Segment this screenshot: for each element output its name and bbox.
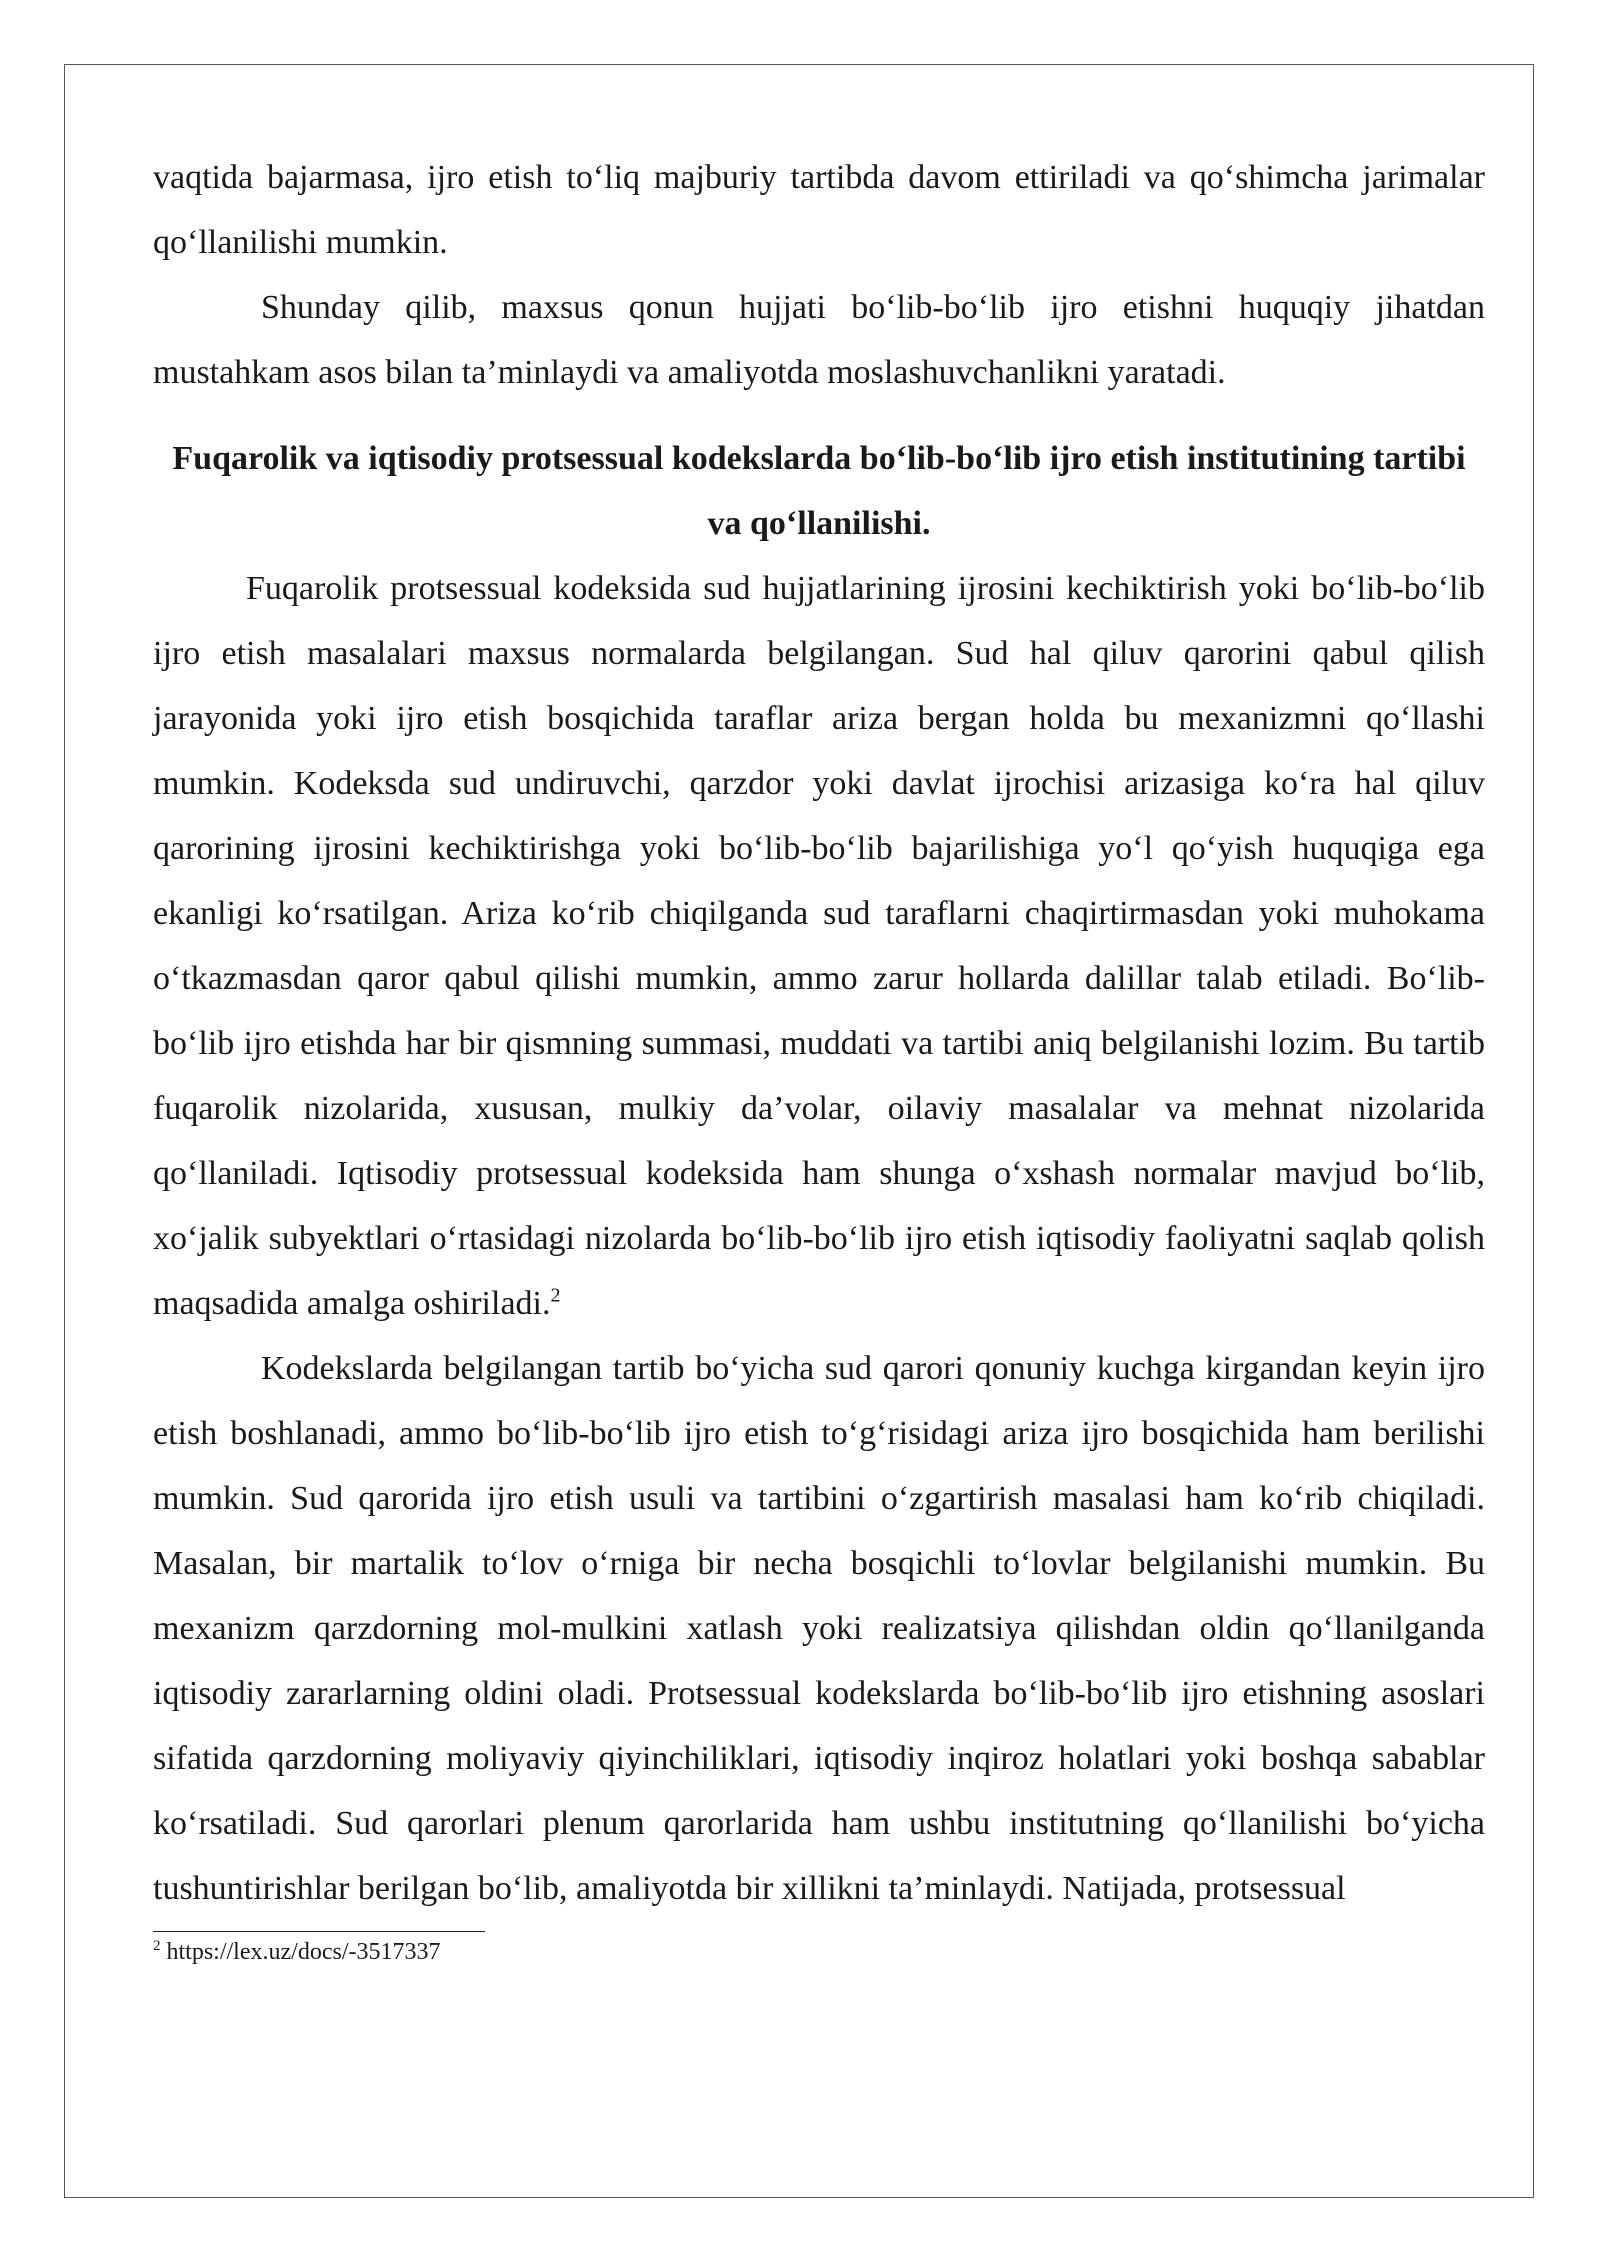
- paragraph-civil-procedure: [153, 556, 1485, 1336]
- paragraph-continuation: vaqtida bajarmasa, ijro etish to‘liq majburiy tartibda davom ettiriladi va qo‘shimcha jarimalar qo‘llanilishi mumkin.: [153, 159, 1485, 261]
- section-heading: Fuqarolik va iqtisodiy protsessual kodekslarda bo‘lib-bo‘lib ijro etish institutining tartibi va qo‘llanilishi.: [172, 440, 1466, 542]
- footnote-reference[interactable]: 2: [550, 1284, 561, 1307]
- footnote: [153, 1936, 1485, 1968]
- footnote-separator: [153, 1931, 485, 1932]
- paragraph-conclusion: Shunday qilib, maxsus qonun hujjati bo‘lib-bo‘lib ijro etishni huquqiy jihatdan mustahkam asos bilan ta’minlaydi va amaliyotda moslashuvchanlikni yaratadi.: [153, 289, 1485, 391]
- paragraph-codes-procedure: Kodekslarda belgilangan tartib bo‘yicha sud qarori qonuniy kuchga kirgandan keyin ijro etish boshlanadi, ammo bo‘lib-bo‘lib ijro etish to‘g‘risidagi ariza ijro bosqichida ham berilishi mumkin. Sud qarorida ijro etish usuli va tartibini o‘zgartirish masalasi ham ko‘rib chiqiladi. Masalan, bir martalik to‘lov o‘rniga bir necha bosqichli to‘lovlar belgilanishi mumkin. Bu mexanizm qarzdorning mol-mulkini xatlash yoki realizatsiya qilishdan oldin qo‘llanilganda iqtisodiy zararlarning oldini oladi. Protsessual kodekslarda bo‘lib-bo‘lib ijro etishning asoslari sifatida qarzdorning moliyaviy qiyinchiliklari, iqtisodiy inqiroz holatlari yoki boshqa sabablar ko‘rsatiladi. Sud qarorlari plenum qarorlarida ham ushbu institutning qo‘llanilishi bo‘yicha tushuntirishlar berilgan bo‘lib, amaliyotda bir xillikni ta’minlaydi. Natijada, protsessual: [153, 1350, 1485, 1907]
- document-body: [153, 145, 1485, 1968]
- footnote-link[interactable]: https://lex.uz/docs/-3517337: [160, 1939, 441, 1965]
- footnote-number: 2: [153, 1938, 161, 1954]
- paragraph-civil-procedure-text: Fuqarolik protsessual kodeksida sud hujjatlarining ijrosini kechiktirish yoki bo‘lib-bo‘lib ijro etish masalalari maxsus normalarda belgilangan. Sud hal qiluv qarorini qabul qilish jarayonida yoki ijro etish bosqichida taraflar ariza bergan holda bu mexanizmni qo‘llashi mumkin. Kodeksda sud undiruvchi, qarzdor yoki davlat ijrochisi arizasiga ko‘ra hal qiluv qarorining ijrosini kechiktirishga yoki bo‘lib-bo‘lib bajarilishiga yo‘l qo‘yish huquqiga ega ekanligi ko‘rsatilgan. Ariza ko‘rib chiqilganda sud taraflarni chaqirtirmasdan yoki muhokama o‘tkazmasdan qaror qabul qilishi mumkin, ammo zarur hollarda dalillar talab etiladi. Bo‘lib-bo‘lib ijro etishda har bir qismning summasi, muddati va tartibi aniq belgilanishi lozim. Bu tartib fuqarolik nizolarida, xususan, mulkiy da’volar, oilaviy masalalar va mehnat nizolarida qo‘llaniladi. Iqtisodiy protsessual kodeksida ham shunga o‘xshash normalar mavjud bo‘lib, xo‘jalik subyektlari o‘rtasidagi nizolarda bo‘lib-bo‘lib ijro etish iqtisodiy faoliyatni saqlab qolish maqsadida amalga oshiriladi.: [153, 570, 1485, 1322]
